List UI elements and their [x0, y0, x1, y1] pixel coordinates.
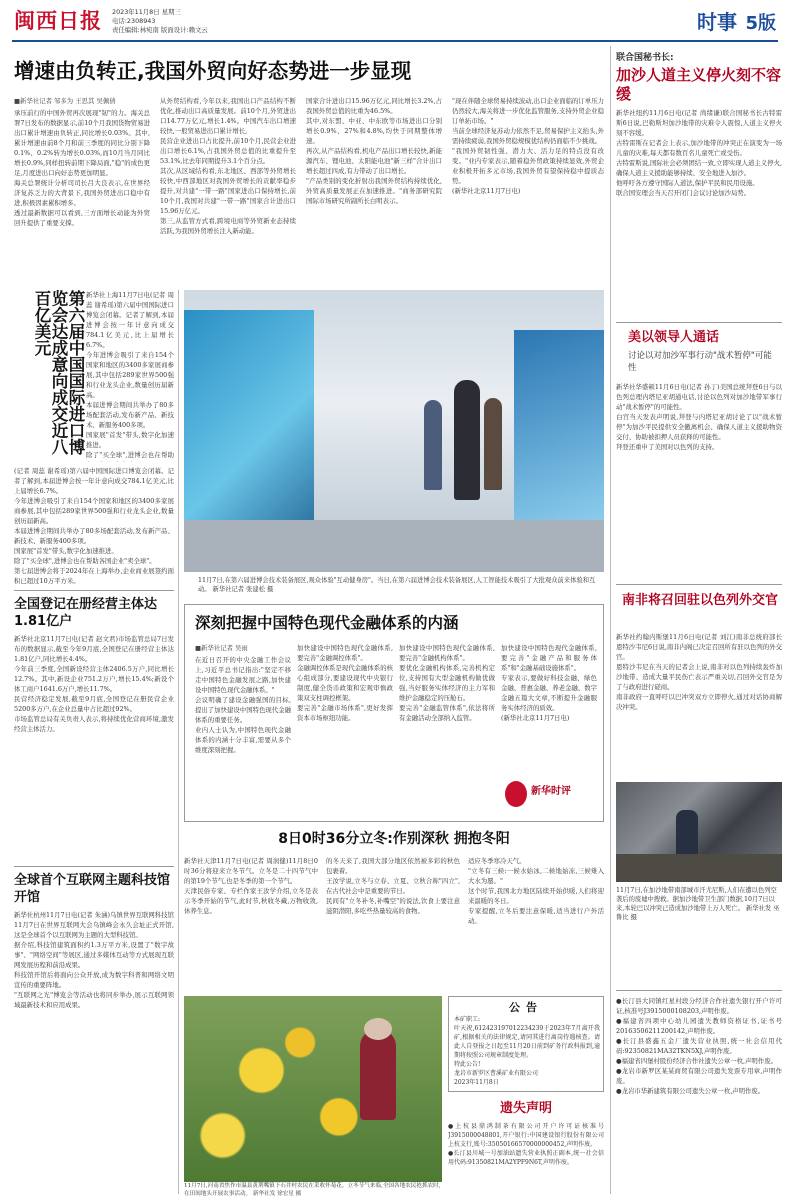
expo-photo-person — [484, 398, 502, 490]
finance-col-4: 加快建设中国特色现代金融体系,要完善"金融产品和服务体系"和"金融基础设施体系"。 专家表示,要做好科技金融、绿色金融、普惠金融、养老金融、数字金融五篇大文章,不断提升金融服务实体经济的质效。 (新华社北京11月7日电) — [501, 644, 597, 722]
left-story2-headline: 全国登记在册经营主体达1.81亿户 — [14, 597, 158, 629]
notice-box — [448, 996, 604, 1092]
lidong-headline: 8日0时36分立冬:作别深秋 拥抱冬阳 — [278, 831, 510, 847]
section-tag — [697, 8, 776, 37]
lidong-col-1: 新华社天津11月7日电(记者 周润健)11月8日0时36分将迎来立冬节气。立冬是二十四节气中的第19个节气,也是冬季的第一个节气。 天津民俗专家、专栏作家王汝学介绍,立冬是表示冬季开始的节气,此时节,秋收冬藏,万物收敛,休养生息。 — [184, 857, 318, 915]
right-story2-headline: 美以领导人通话 — [628, 330, 720, 345]
phone: 电话:2308943 — [112, 17, 156, 25]
chrysanthemum-photo-farmer — [360, 1030, 396, 1120]
gaza-photo — [616, 782, 782, 882]
main-col-4: "现在伴随全球贸易持续波动,出口企业面临的订单压力仍然较大,海关将进一步优化监管服务,支持外贸企业稳订单拓市场。" 当前全球经济复苏动力依然不足,贸易保护主义抬头,外需持续疲弱,我国外贸稳规模优结构仍面临不少挑战。 "我国外贸韧性强、潜力大、活力足的特点没有改变。"业内专家表示,随着稳外贸政策持续显效,外贸企业积极开拓多元市场,我国外贸有望保持稳中提质态势。 (新华社北京11月7日电) — [452, 97, 604, 195]
main-headline: 增速由负转正,我国外贸向好态势进一步显现 — [14, 59, 412, 83]
expo-photo-caption: 11月7日,在第六届进博会技术装备展区,观众体验"互动健身房"。当日,在第六届进博会技术装备展区,人工智能技术吸引了大批观众前来体验和互动。 新华社记者 张建松 摄 — [198, 577, 596, 593]
masthead-logo: 闽西日报 — [14, 9, 102, 33]
expo-photo-panel — [514, 330, 604, 530]
chrysanthemum-photo-credit: 新华社发 徐宏星 摄 — [252, 1191, 302, 1197]
issue-weekday: 星期三 — [161, 8, 181, 16]
classified-item: ●长汀县大同镇红星村段分经济合作社遗失银行开户许可证,核准号J3915000108203,声明作废。 — [616, 997, 782, 1015]
gaza-photo-caption: 11月7日,在加沙地带南部城市汗尤尼斯,人们在遭以色列空袭后的废墟中搜救。据加沙地带卫生部门数据,10月7日以来,本轮巴以冲突已造成加沙地带上万人死亡。 新华社发 巫鲁比 摄 — [616, 887, 780, 921]
classified-item: ●长汀县盛鑫五金厂遗失营业执照,统一社会信用代码:92350821MA32TKN5XJ,声明作废。 — [616, 1037, 782, 1055]
lidong-col-3: 适应冬季寒冷天气。 "立冬有三候:一候水始冰,二候地始冻,三候雉入大水为蜃。" 这个时节,我国北方地区陆续开始供暖,人们将迎来温暖的冬日。 专家提醒,立冬后要注意保暖,适当进行户外活动。 — [468, 857, 604, 925]
expo-photo — [184, 290, 604, 572]
gaza-photo-rubble — [616, 854, 782, 882]
pen-icon — [505, 781, 527, 807]
yishi-list — [448, 1122, 604, 1194]
expo-photo-credit: 新华社记者 张建松 摄 — [212, 586, 274, 593]
right-column-divider — [610, 46, 611, 1194]
right-story3-text: 新华社约翰内斯堡11月6日电(记者 刘江)南非总统府部长恩特沙韦尼6日说,南非内阁已决定召回所有驻以色列的外交官。 恩特沙韦尼在当天的记者会上说,南非对以色列持续轰炸加沙地带、造成大量平民伤亡表示严重关切,召回外交官是为了与政府进行磋商。 南非政府一直呼吁以巴冲突双方立即停火,通过对话协商解决冲突。 — [616, 633, 782, 711]
notice-text: 本矿职工: 叶天祝,612423197012234239于2023年7月离开我矿,根据相关的法律规定,请同其进行离岗待遇核查。请此人自登报之日起至11月20日前到矿务行政科报到,逾期将按照公司规章制度处理。 特此公告! 龙岩市新罗区曹溪矿业有限公司 2023年11月8日 — [454, 1016, 600, 1086]
issue-date: 2023年11月8日 — [112, 8, 160, 16]
main-byline: ■新华社记者 邹多为 王思其 吴佩倩 — [14, 97, 116, 105]
yishi-title: 遗失声明 — [499, 1101, 552, 1116]
right-story2-text: 新华社华盛顿11月6日电(记者 孙丁)美国总统拜登6日与以色列总理内塔尼亚胡通电话,讨论以色列对加沙地带军事行动"战术暂停"的可能性。 白宫当天发表声明说,拜登与内塔尼亚胡讨论了以"战术暂停"为加沙平民提供安全撤离机会、确保人道主义援助物资交付、协助被扣押人员获释的可能性。 拜登还重申了美国对以色列的支持。 — [616, 383, 782, 451]
masthead-rule — [12, 40, 778, 42]
expo-photo-person — [454, 380, 480, 500]
right-rule-1 — [616, 322, 782, 323]
yishi-item: ●长汀县川城一号加油站遗失营业执照正副本,统一社会信用代码:91350821MA2YPF9N6T,声明作废。 — [448, 1150, 604, 1166]
main-col-1: 承压前行的中国外贸再次展现"韧"的力。海关总署7日发布的数据显示,前10个月我国货物贸易进出口累计增速由负转正,同比增长0.03%。其中,累计增速由前8个月和前三季度的同比分别下降0.1%、0.2%转为增长0.03%,而10月当月同比增长0.9%,同样扭转前期下降局面,"稳"的成色更足,月度进出口向好态势更加明显。 海关总署统计分析司司长吕大良表示,在世界经济复苏乏力的大背景下,我国外贸进出口稳中有进,积极因素累积增多。 透过最新数据可以看到,三方面增长动能为外贸回升提供了重要支撑。 — [14, 109, 150, 227]
chrysanthemum-photo-caption: 11月7日,河南省焦作市温县黄荆嘴镇下石井村农民在采收怀菊花。立冬节气来临,全国各地农民抢抓农时,在田间地头开展农事活动。 新华社发 徐宏星 摄 — [184, 1183, 441, 1197]
main-col-2: 从外贸结构看,今年以来,我国出口产品结构不断优化,推动出口高质量发展。前10个月,外贸进出口14.77万亿元,增长1.4%。中国汽车出口增速较快,一般贸易进出口累计增长, 民营企业进出口占比提升,前10个月,民营企业进出口增长6.1%,占我国外贸总值的比重提升至53.1%,比去年同期提升3.1个百分点。 其次,从区域结构看,东北地区、西部等外贸增长较快,中西部地区对我国外贸增长的贡献率稳步提升,对共建"一带一路"国家进出口保持增长,前10个月,我国对共建"一带一路"国家合计进出口15.96万亿元。 第三,从监管方式看,跨境电商等外贸新业态持续活跃,为我国外贸增长注入新动能。 — [160, 97, 296, 235]
left-story3-headline: 全球首个互联网主题科技馆开馆 — [14, 873, 171, 905]
right-story3-headline: 南非将召回驻以色列外交官 — [622, 593, 779, 608]
finance-col-3: 加快建设中国特色现代金融体系,要完善"金融机构体系"。 要优化金融机构体系,完善机构定位,支持国有大型金融机构做优做强,当好服务实体经济的主力军和维护金融稳定的压舱石。 要完善"金融监管体系",依法将所有金融活动全部纳入监管。 — [399, 644, 495, 722]
finance-col-1: 在近日召开的中央金融工作会议上,习近平总书记指出:"坚定不移走中国特色金融发展之路,加快建设中国特色现代金融体系。" 会议明确了建设金融强国的目标,提出了加快建设中国特色现代金融体系的重要任务。 业内人士认为,中国特色现代金融体系的内涵十分丰富,需要从多个维度深刻把握。 — [195, 656, 291, 754]
finance-byline: ■新华社记者 吴雨 — [195, 644, 248, 652]
right-story1-text: 新华社纽约11月6日电(记者 尚绪谦)联合国秘书长古特雷斯6日说,巴勒斯坦加沙地带的灾难令人震惊,人道主义停火刻不容缓。 古特雷斯在记者会上表示,加沙地带的冲突正在演变为一场儿童的灾难,每天都有数百名儿童死亡或受伤。 古特雷斯说,国际社会必须团结一致,立即实现人道主义停火,确保人道主义援助能够持续、安全地进入加沙。 他呼吁各方遵守国际人道法,保护平民和民用设施。 联合国安理会当天召开闭门会议讨论加沙局势。 — [616, 109, 782, 197]
classified-item: ●龙岩市华新建筑有限公司遗失公章一枚,声明作废。 — [616, 1087, 765, 1095]
finance-col-2: 加快建设中国特色现代金融体系,要完善"金融调控体系"。 金融调控体系是现代金融体系的核心组成部分,要建设现代中央银行制度,健全货币政策和宏观审慎政策双支柱调控框架。 要完善"金融市场体系",更好发挥资本市场枢纽功能。 — [297, 644, 393, 722]
right-rule-3 — [616, 990, 782, 991]
section-name: 时事 — [697, 10, 738, 34]
page-number: 5版 — [745, 13, 776, 34]
left-story1-headline: 第六届中国国际进口博览会达成意向成交近八百亿美元 — [32, 290, 85, 455]
classified-item: ●龙岩市新罗区某某商贸有限公司遗失发票专用章,声明作废。 — [616, 1067, 782, 1085]
right-rule-2 — [616, 584, 782, 585]
lidong-col-2: 的冬天来了,我国大部分地区依然被多彩的秋色包裹着。 王汝学说,立冬与立春、立夏、立秋合称"四立",在古代社会中是重要的节日。 民间有"立冬补冬,补嘴空"的说法,饮食上要注意滋阴潜阳,多吃些热量较高的食物。 — [326, 857, 460, 915]
right-story1-headline: 加沙人道主义停火刻不容缓 — [616, 66, 782, 103]
left-rule-1 — [14, 590, 174, 591]
chrysanthemum-photo-hat — [364, 1018, 392, 1040]
gaza-photo-figure — [676, 810, 698, 860]
masthead-meta — [112, 8, 208, 35]
gaza-photo-credit: 新华社发 巫鲁比 摄 — [616, 905, 780, 921]
masthead — [0, 0, 790, 44]
left-story1-byline: 新华社上海11月7日电 — [86, 291, 151, 299]
main-col-3: 国家合计进出口15.96万亿元,同比增长3.2%,占我国外贸总值的比重为46.5%。 其中,对东盟、中亚、中东欧等市场进出口分别增长0.9%、27%和4.8%,均快于同期整体增速。 再次,从产品结构看,机电产品出口增长较快,新能源汽车、锂电池、太阳能电池"新三样"合计出口增长超过四成,有力带动了出口增长。 "产品类别的变化折射出我国外贸结构持续优化,外贸高质量发展正在加速推进。"商务部研究院国际市场研究所副所长白明表示。 — [306, 97, 442, 205]
notice-title: 公告 — [509, 1001, 543, 1014]
classified-item: ●福建省四项中心幼儿园遗失教师资格证书,证书号20163506211200142,声明作废。 — [616, 1017, 782, 1035]
expo-photo-person — [424, 400, 442, 490]
left-story1-continued: (记者 周蕊 谢希瑶)第六届中国国际进口博览会闭幕。记者了解到,本届进博会按一年计意向成交784.1亿美元,比上届增长6.7%。 今年进博会吸引了来自154个国家和地区的3400多家展商参展,其中包括289家世界500强和行业龙头企业,数量创历届新高。 本届进博会期间共举办了80多场配套活动,发布新产品、新技术、新服务400多项。 国家展"首发"带头,数字化加速推进。 除了"买全球",进博会也在帮助各国企业"卖全球"。 第七届进博会将于2024年在上海举办,企业商业展签约面积已超过10万平方米。 — [14, 467, 174, 584]
left-story1-text: 新华社上海11月7日电(记者 周蕊 谢希瑶)第六届中国国际进口博览会闭幕。记者了解到,本届进博会按一年计意向成交784.1亿美元,比上届增长6.7%。 今年进博会吸引了来自154个国家和地区的3400多家展商参展,其中包括289家世界500强和行业龙头企业,数量创历届新高。 本届进博会期间共举办了80多场配套活动,发布新产品、新技术、新服务400多项。 国家展"首发"带头,数字化加速推进。 除了"买全球",进博会也在帮助 — [86, 291, 174, 459]
finance-headline: 深刻把握中国特色现代金融体系的内涵 — [195, 614, 459, 632]
finance-box — [184, 604, 604, 822]
expo-photo-floor — [184, 520, 604, 572]
left-rule-2 — [14, 866, 174, 867]
right-col-header: 联合国秘书长: — [616, 53, 674, 63]
editors: 责任编辑:林宛南 版面设计:赖文云 — [112, 26, 208, 34]
lidong-byline: 新华社天津11月7日电 — [184, 857, 249, 865]
yishi-item: ●上杭县鼎鸿制茶有限公司开户许可证核准号J3915000048801,开户银行:中国建设银行股份有限公司上杭支行,账号:35050166570000000452,声明作废。 — [448, 1123, 604, 1148]
left-story3-text: 新华社杭州11月7日电(记者 朱涵)乌镇世界互联网科技馆11月7日在世界互联网大会乌镇峰会永久会址正式开馆,这是全球首个以互联网为主题的大型科技馆。 据介绍,科技馆建筑面积约1.3万平方米,设置了"数字故事"、"网络空间"等展区,通过多媒体互动等方式展现互联网发展历程和前沿成果。 科技馆开馆后将面向公众开放,成为数字科普和网络文明宣传的重要阵地。 "互联网之光"博览会等活动也将同步举办,展示互联网领域最新技术和应用成果。 — [14, 911, 174, 1009]
left-story2-text: 新华社北京11月7日电(记者 赵文君)市场监管总局7日发布的数据显示,截至今年9月底,全国登记在册经营主体达1.81亿户,同比增长4.4%。 今年前三季度,全国新设经营主体2406.5万户,同比增长12.7%。其中,新设企业751.2万户,增长15.4%;新设个体工商户1641.6万户,增长11.7%。 民营经济稳定发展,截至9月底,全国登记在册民营企业5200多万户,在企业总量中占比超过92%。 市场监管总局有关负责人表示,将持续优化营商环境,激发经营主体活力。 — [14, 635, 174, 733]
classifieds — [616, 996, 782, 1192]
right-story2-subhead: 讨论以对加沙军事行动"战术暂停"可能性 — [628, 351, 772, 373]
classified-item: ●福建省四堡村股份经济合作社遗失公章一枚,声明作废。 — [616, 1057, 777, 1065]
chrysanthemum-photo — [184, 996, 442, 1182]
finance-badge-label: 新华时评 — [531, 786, 571, 797]
left-column-divider — [178, 290, 179, 1194]
finance-badge — [503, 775, 595, 815]
